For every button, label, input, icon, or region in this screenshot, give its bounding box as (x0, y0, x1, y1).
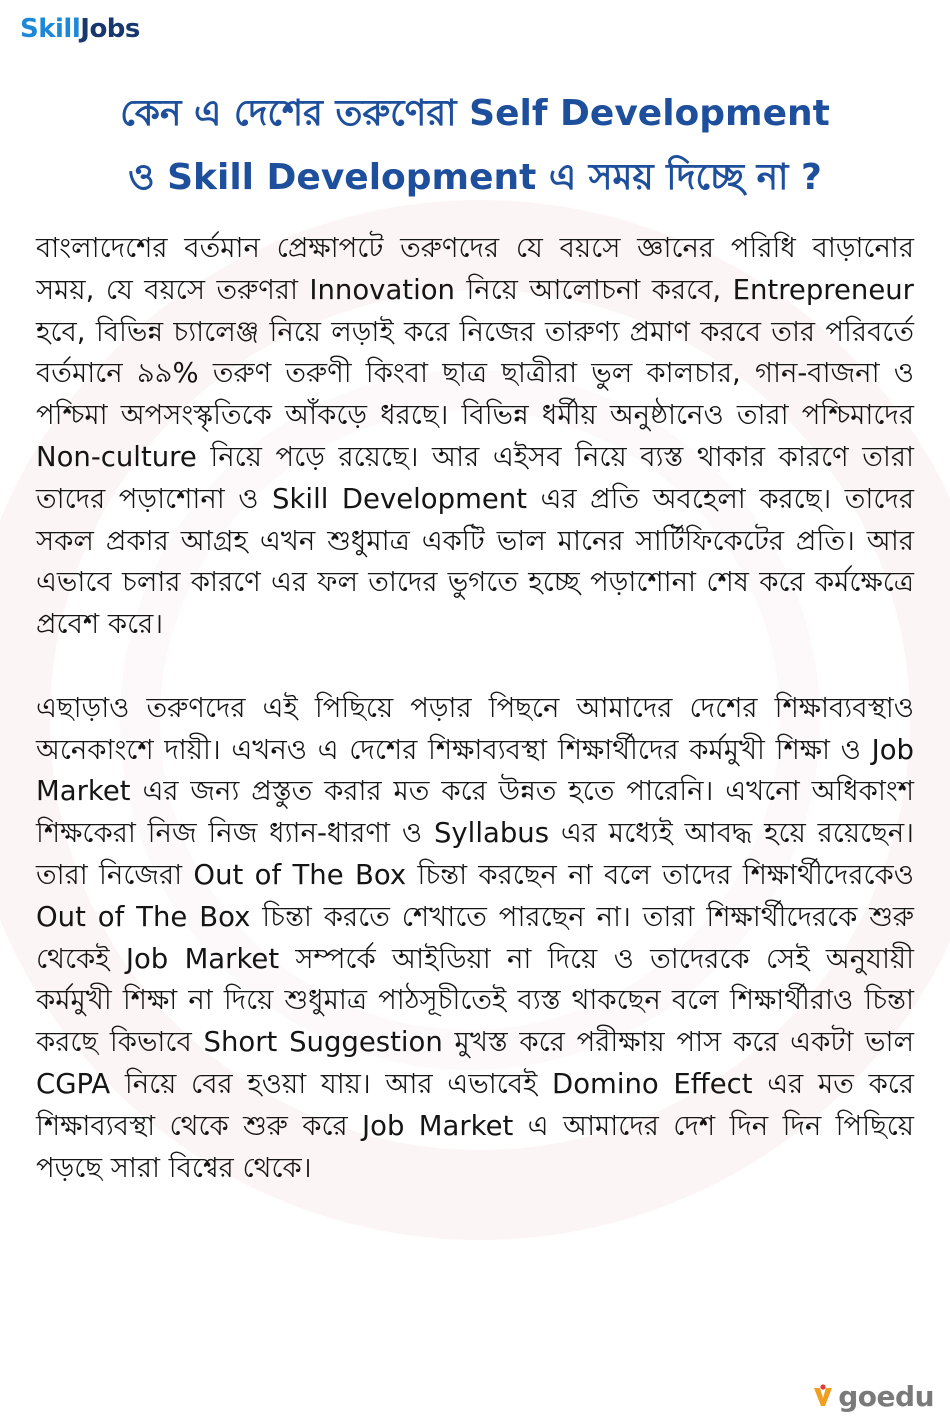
article-paragraph-1: বাংলাদেশের বর্তমান প্রেক্ষাপটে তরুণদের যে বয়সে জ্ঞানের পরিধি বাড়ানোর সময়, যে বয়সে তরুণরা Innovation নিয়ে আলোচনা করবে, Entrepreneur হবে, বিভিন্ন চ্যালেঞ্জ নিয়ে লড়াই করে নিজের তারুণ্য প্রমাণ করবে তার পরিবর্তে বর্তমানে ৯৯% তরুণ তরুণী কিংবা ছাত্র ছাত্রীরা ভুল কালচার, গান-বাজনা ও পশ্চিমা অপসংস্কৃতিকে আঁকড়ে ধরছে। বিভিন্ন ধর্মীয় অনুষ্ঠানেও তারা পশ্চিমাদের Non-culture নিয়ে পড়ে রয়েছে। আর এইসব নিয়ে ব্যস্ত থাকার কারণে তারা তাদের পড়াশোনা ও Skill Development এর প্রতি অবহেলা করছে। তাদের সকল প্রকার আগ্রহ এখন শুধুমাত্র একটি ভাল মানের সার্টিফিকেটের প্রতি। আর এভাবে চলার কারণে এর ফল তাদের ভুগতে হচ্ছে পড়াশোনা শেষ করে কর্মক্ষেত্রে প্রবেশ করে। (36, 232, 914, 641)
title-line-2: ও Skill Development এ সময় দিচ্ছে না ? (128, 157, 822, 198)
skilljobs-logo[interactable] (20, 14, 140, 44)
logo-skill-text: Skill (20, 14, 81, 44)
article-paragraph-2: এছাড়াও তরুণদের এই পিছিয়ে পড়ার পিছনে আমাদের দেশের শিক্ষাব্যবস্থাও অনেকাংশে দায়ী। এখনও এ দেশের শিক্ষাব্যবস্থা শিক্ষার্থীদের কর্মমুখী শিক্ষা ও Job Market এর জন্য প্রস্তুত করার মত করে উন্নত হতে পারেনি। এখনো অধিকাংশ শিক্ষকেরা নিজ নিজ ধ্যান-ধারণা ও Syllabus এর মধ্যেই আবদ্ধ হয়ে রয়েছেন। তারা নিজেরা Out of The Box চিন্তা করছেন না বলে তাদের শিক্ষার্থীদেরকেও Out of The Box চিন্তা করতে শেখাতে পারছেন না। তারা শিক্ষার্থীদেরকে শুরু থেকেই Job Market সম্পর্কে আইডিয়া না দিয়ে ও তাদেরকে সেই অনুযায়ী কর্মমুখী শিক্ষা না দিয়ে শুধুমাত্র পাঠসূচীতেই ব্যস্ত থাকছেন বলে শিক্ষার্থীরাও চিন্তা করছে কিভাবে Short Suggestion মুখস্ত করে পরীক্ষায় পাস করে একটা ভাল CGPA নিয়ে বের হওয়া যায়। আর এভাবেই Domino Effect এর মত করে শিক্ষাব্যবস্থা থেকে শুরু করে Job Market এ আমাদের দেশ দিন দিন পিছিয়ে পড়ছে সারা বিশ্বের থেকে। (36, 691, 914, 1184)
logo-jobs-text: Jobs (80, 14, 140, 44)
goedu-logo[interactable] (812, 1380, 934, 1413)
goedu-mark-icon (812, 1384, 834, 1410)
article-body (36, 228, 914, 1189)
goedu-logo-text: goedu (838, 1380, 934, 1413)
title-line-1: কেন এ দেশের তরুণেরা Self Development (120, 93, 830, 134)
page-title (30, 82, 920, 210)
